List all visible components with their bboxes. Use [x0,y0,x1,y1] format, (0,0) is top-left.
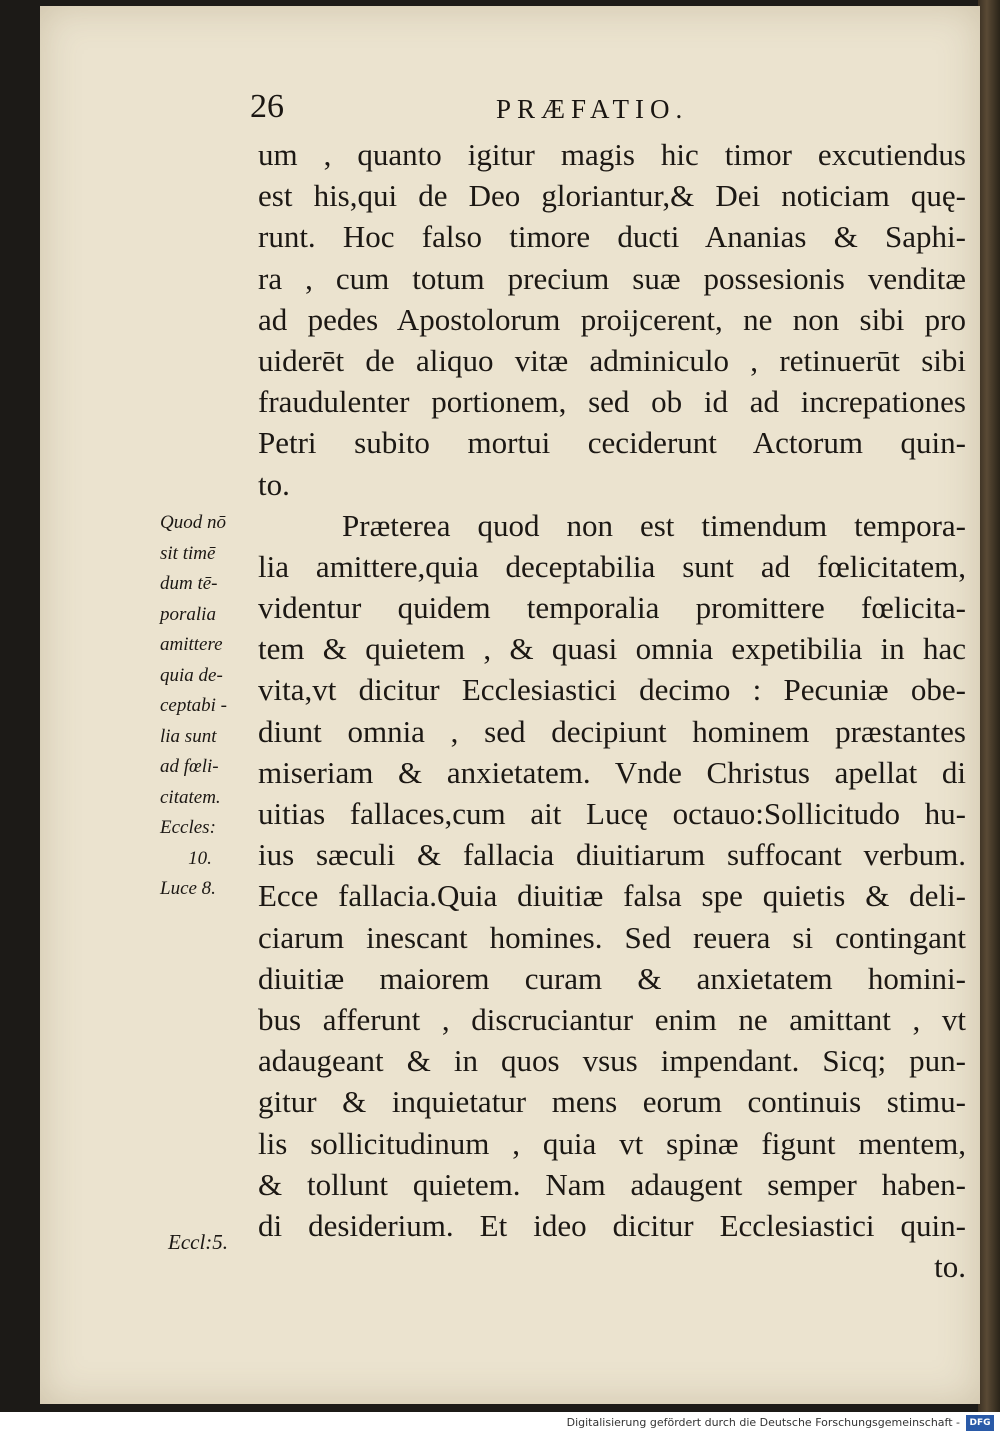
marginal-note: sit timē [160,542,216,564]
dfg-logo: DFG [966,1415,994,1431]
text-line: ra , cum totum precium suæ possesionis venditæ [258,260,966,296]
text-line: ius sæculi & fallacia diuitiarum suffocant verbum. [258,837,966,873]
text-line: Petri subito mortui ceciderunt Actorum quin- [258,425,966,461]
text-line: ad pedes Apostolorum proijcerent, ne non sibi pro [258,301,966,337]
text-line: uiderēt de aliquo vitæ adminiculo , retinuerūt sibi [258,342,966,378]
running-head: PRÆFATIO. [496,94,689,124]
marginal-note: Eccles: [160,817,216,838]
page-header [250,88,690,128]
marginal-note: poralia [160,603,216,625]
text-line: to. [258,466,290,502]
marginal-note: amittere [160,634,223,655]
text-line: diuitiæ maiorem curam & anxietatem homini- [258,960,966,996]
footer-bar [0,1412,1000,1438]
text-line: ciarum inescant homines. Sed reuera si contingant [258,919,966,955]
text-line: to. [934,1249,966,1285]
main-text [258,134,966,1287]
text-line: videntur quidem temporalia promittere fœlicita- [258,590,966,626]
marginal-note: lia sunt [160,725,217,747]
text-line: adaugeant & in quos vsus impendant. Sicq; pun- [258,1043,966,1079]
marginal-note: ceptabi - [160,695,228,716]
text-line: di desiderium. Et ideo dicitur Ecclesiastici quin- [258,1207,966,1243]
text-line: & tollunt quietem. Nam adaugent semper haben- [258,1166,966,1202]
text-line: fraudulenter portionem, sed ob id ad increpationes [258,384,966,420]
paragraph-start: Præterea quod non est timendum tempora- [342,507,966,543]
marginal-note: ad fœli- [160,756,219,777]
text-line: uitias fallaces,cum ait Lucę octauo:Sollicitudo hu- [258,796,966,831]
text-line: vita,vt dicitur Ecclesiastici decimo : Pecuniæ obe- [258,672,966,708]
marginal-note: Quod nō [160,512,226,533]
marginal-note: citatem. [160,786,221,808]
marginal-note: dum tē- [160,573,218,594]
marginal-note: Luce 8. [160,878,216,899]
text-line: bus afferunt , discruciantur enim ne amittant , vt [258,1001,966,1037]
marginal-note: quia de- [160,664,223,686]
text-line: lia amittere,quia deceptabilia sunt ad fœlicitatem, [258,548,966,584]
text-line: Ecce fallacia.Quia diuitiæ falsa spe quietis & deli- [258,878,966,914]
text-line: gitur & inquietatur mens eorum continuis stimu- [258,1084,966,1120]
text-line: um , quanto igitur magis hic timor excutiendus [258,137,966,172]
funding-credit: Digitalisierung gefördert durch die Deutsche Forschungsgemeinschaft - [566,1416,960,1429]
page-number: 26 [250,88,284,125]
marginal-note: 10. [188,847,212,869]
book-edge [978,0,1000,1412]
marginal-note-eccl: Eccl:5. [168,1230,229,1254]
text-line: lis sollicitudinum , quia vt spinæ figunt mentem, [258,1125,966,1161]
text-line: miseriam & anxietatem. Vnde Christus apellat di [258,754,966,790]
text-line: est his,qui de Deo gloriantur,& Dei noticiam quę- [258,178,966,214]
text-line: diunt omnia , sed decipiunt hominem præstantes [258,713,966,749]
marginal-notes [160,508,260,905]
text-line: tem & quietem , & quasi omnia expetibilia in hac [258,631,966,667]
text-line: runt. Hoc falso timore ducti Ananias & Saphi- [258,219,966,255]
